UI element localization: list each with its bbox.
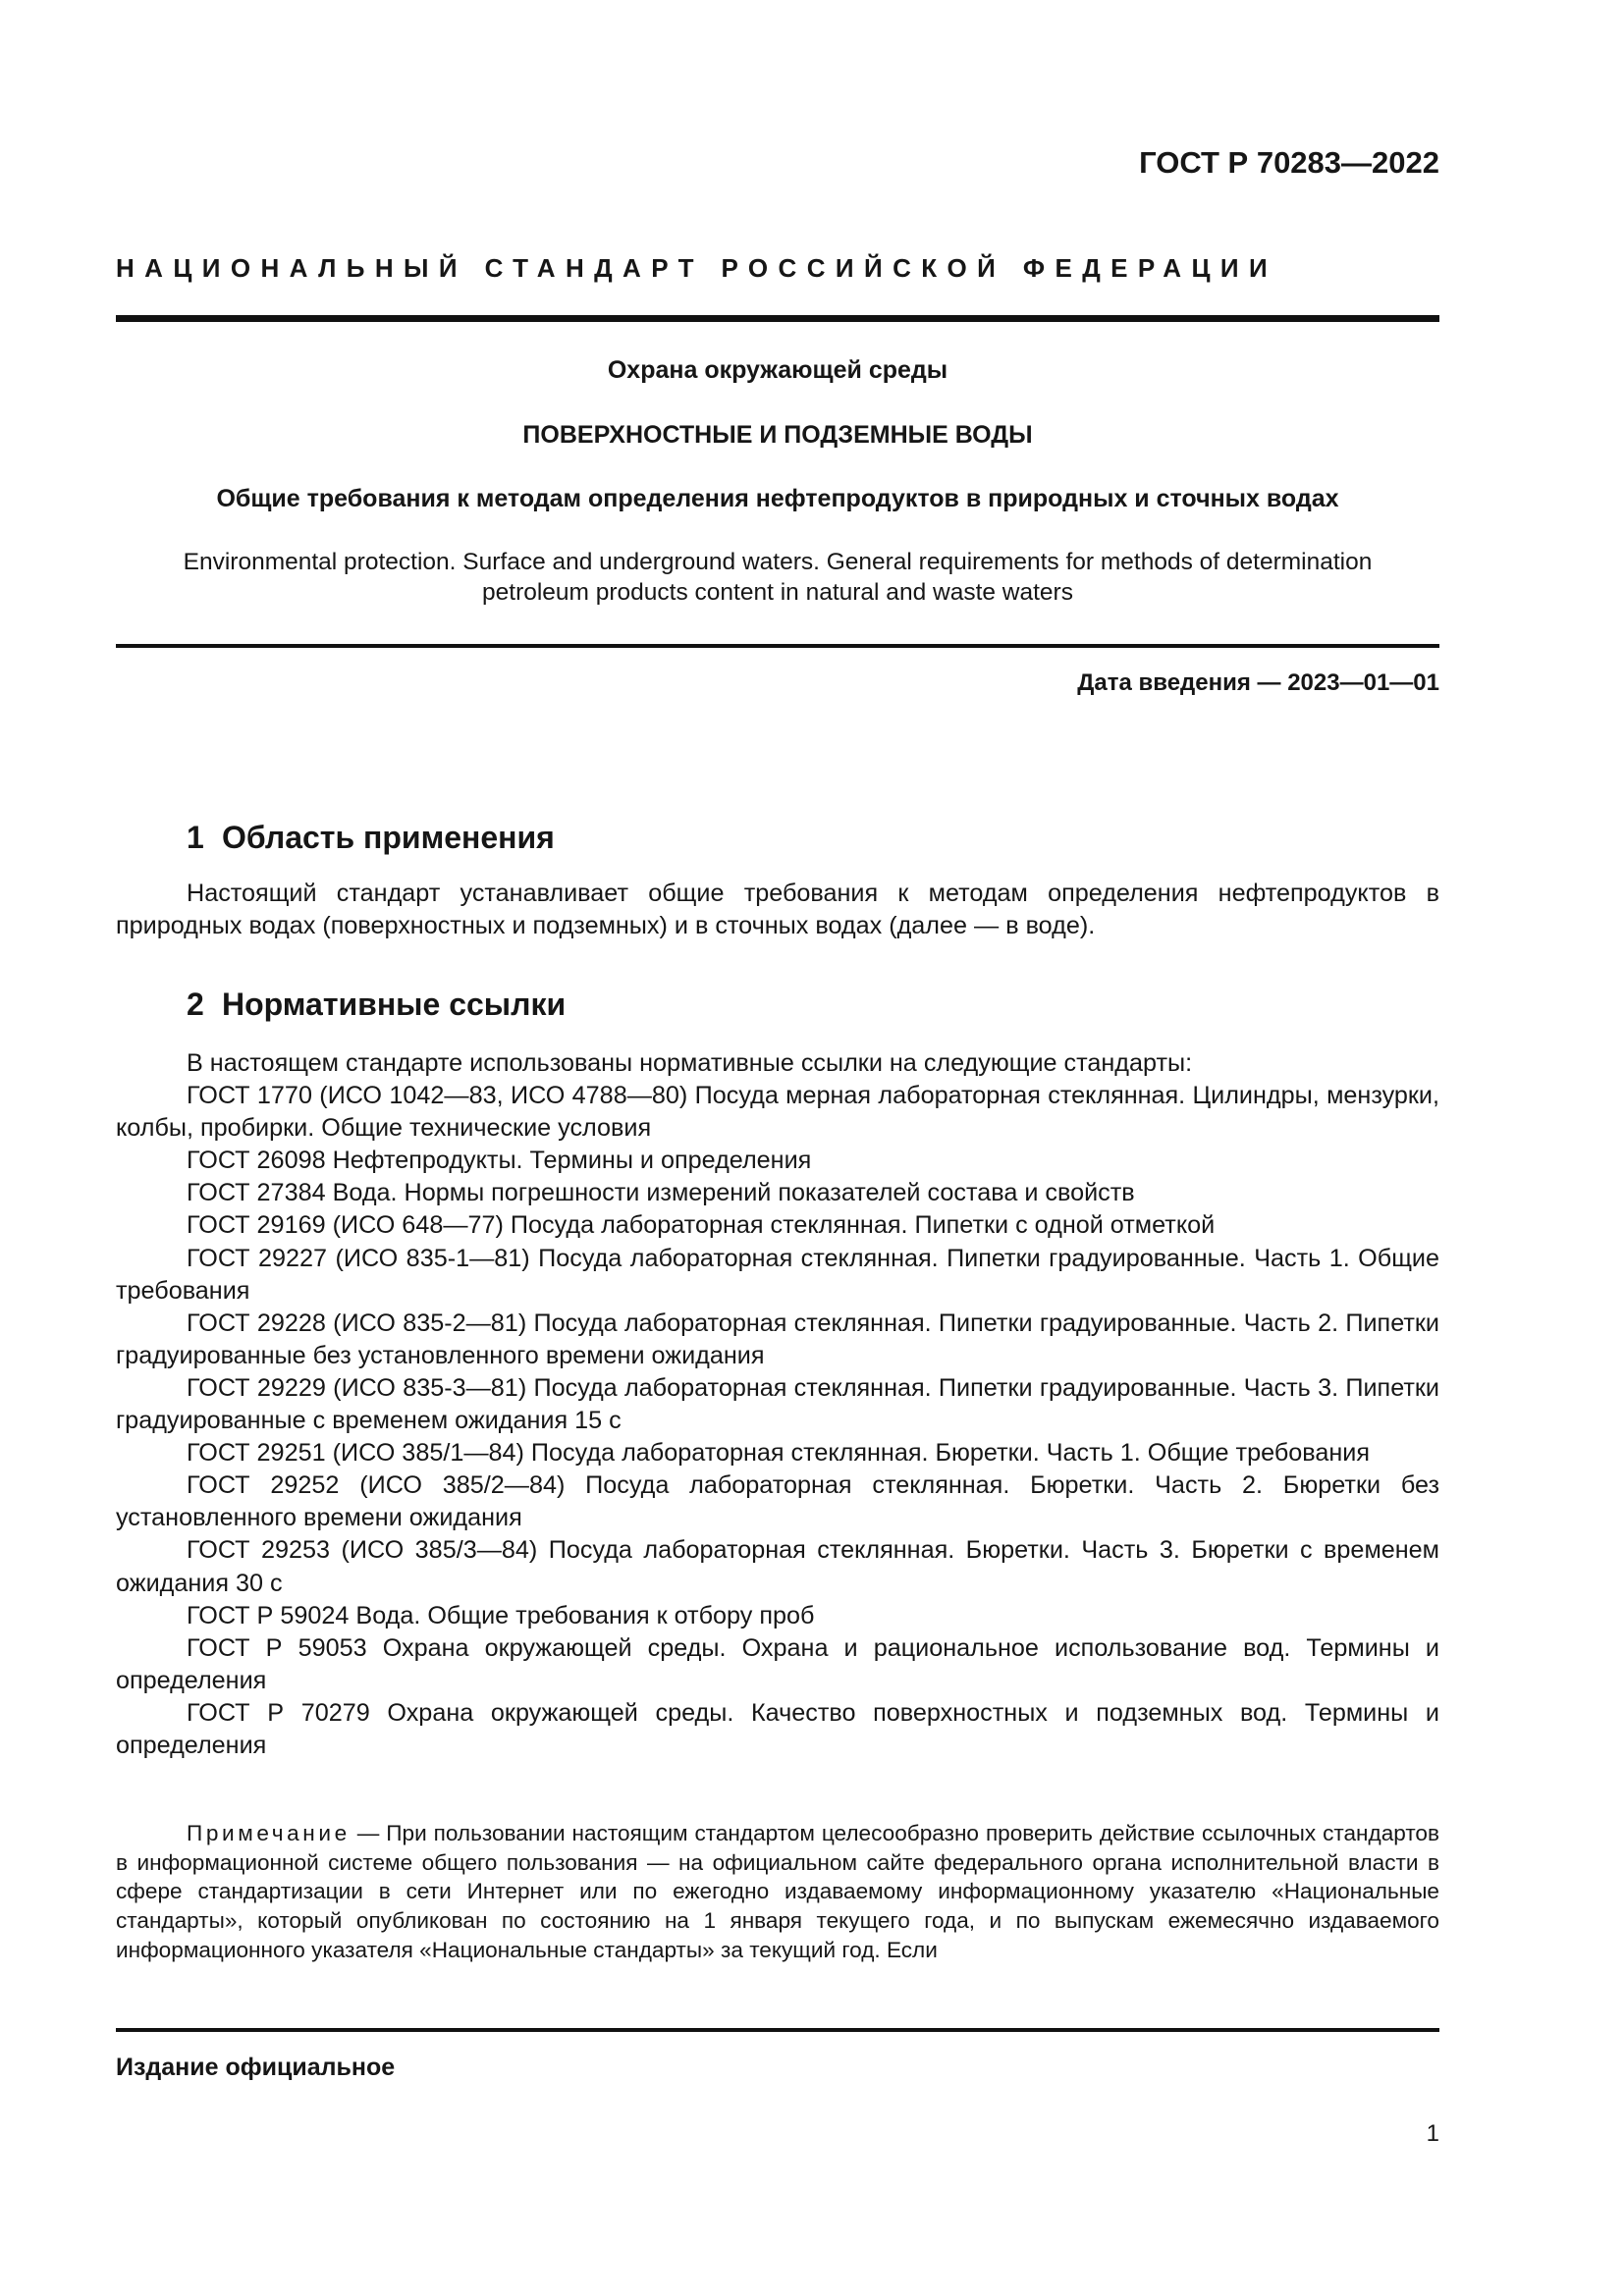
- section-2-heading: [187, 987, 1439, 1023]
- reference-item: ГОСТ Р 70279 Охрана окружающей среды. Качество поверхностных и подземных вод. Термины и определения: [116, 1698, 1439, 1759]
- note-label: Примечание: [187, 1821, 351, 1845]
- english-title: [116, 547, 1439, 608]
- reference-item: ГОСТ 27384 Вода. Нормы погрешности измерений показателей состава и свойств: [187, 1179, 1135, 1207]
- note-text: — При пользовании настоящим стандартом целесообразно проверить действие ссылочных стандартов в информационной системе общего пользования — на официальном сайте федерального органа исполнительной власти в сфере стандартизации в сети Интернет или по ежегодно издаваемому информационному указателю «Национальные стандарты», который опубликован по состоянию на 1 января текущего года, и по выпускам ежемесячно издаваемого информационного указателя «Национальные стандарты» за текущий год. Если: [116, 1821, 1439, 1962]
- title-line-1: Охрана окружающей среды: [607, 356, 948, 384]
- english-title-line-2: petroleum products content in natural and waste waters: [482, 579, 1073, 606]
- reference-item: ГОСТ 29251 (ИСО 385/1—84) Посуда лабораторная стеклянная. Бюретки. Часть 1. Общие требования: [187, 1439, 1370, 1468]
- section-1-body: [116, 878, 1439, 942]
- section-2-title: Нормативные ссылки: [222, 987, 567, 1022]
- reference-item: ГОСТ Р 59053 Охрана окружающей среды. Охрана и рациональное использование вод. Термины и определения: [116, 1633, 1439, 1694]
- section-2-number: 2: [187, 987, 204, 1022]
- top-rule: [116, 315, 1439, 322]
- section-1-paragraph: Настоящий стандарт устанавливает общие требования к методам определения нефтепродуктов в природных водах (поверхностных и подземных) и в сточных водах (далее — в воде).: [116, 880, 1439, 940]
- national-standard-heading: НАЦИОНАЛЬНЫЙ СТАНДАРТ РОССИЙСКОЙ ФЕДЕРАЦИИ: [116, 253, 1278, 283]
- footer-rule: [116, 2028, 1439, 2032]
- reference-item: ГОСТ 1770 (ИСО 1042—83, ИСО 4788—80) Посуда мерная лабораторная стеклянная. Цилиндры, мензурки, колбы, пробирки. Общие технические условия: [116, 1082, 1439, 1143]
- reference-item: ГОСТ 29253 (ИСО 385/3—84) Посуда лабораторная стеклянная. Бюретки. Часть 3. Бюретки с временем ожидания 30 с: [116, 1536, 1439, 1597]
- introduction-date: Дата введения — 2023—01—01: [1077, 669, 1439, 696]
- references-note: [116, 1819, 1439, 1965]
- title-line-2: ПОВЕРХНОСТНЫЕ И ПОДЗЕМНЫЕ ВОДЫ: [522, 421, 1033, 449]
- reference-item: ГОСТ 29227 (ИСО 835-1—81) Посуда лабораторная стеклянная. Пипетки градуированные. Часть 1. Общие требования: [116, 1244, 1439, 1305]
- reference-item: ГОСТ 26098 Нефтепродукты. Термины и определения: [187, 1147, 812, 1175]
- title-rule: [116, 644, 1439, 648]
- section-1-heading: [187, 820, 1439, 856]
- standard-number: ГОСТ Р 70283—2022: [1139, 145, 1439, 180]
- section-1-number: 1: [187, 820, 204, 855]
- official-edition-label: Издание официальное: [116, 2054, 396, 2081]
- reference-item: ГОСТ 29229 (ИСО 835-3—81) Посуда лабораторная стеклянная. Пипетки градуированные. Часть 3. Пипетки градуированные с временем ожидания 15 с: [116, 1373, 1439, 1435]
- reference-item: ГОСТ 29252 (ИСО 385/2—84) Посуда лабораторная стеклянная. Бюретки. Часть 2. Бюретки без установленного времени ожидания: [116, 1471, 1439, 1532]
- english-title-line-1: Environmental protection. Surface and underground waters. General requirements for methods of determination: [183, 549, 1373, 575]
- references-intro: В настоящем стандарте использованы нормативные ссылки на следующие стандарты:: [187, 1049, 1193, 1077]
- reference-item: ГОСТ 29169 (ИСО 648—77) Посуда лабораторная стеклянная. Пипетки с одной отметкой: [187, 1211, 1216, 1240]
- reference-item: ГОСТ Р 59024 Вода. Общие требования к отбору проб: [187, 1601, 815, 1629]
- section-1-title: Область применения: [222, 820, 555, 855]
- page-number: 1: [1426, 2120, 1439, 2147]
- normative-references: [116, 1047, 1439, 1762]
- reference-item: ГОСТ 29228 (ИСО 835-2—81) Посуда лабораторная стеклянная. Пипетки градуированные. Часть 2. Пипетки градуированные без установленного времени ожидания: [116, 1308, 1439, 1369]
- title-line-3: Общие требования к методам определения нефтепродуктов в природных и сточных водах: [216, 485, 1339, 512]
